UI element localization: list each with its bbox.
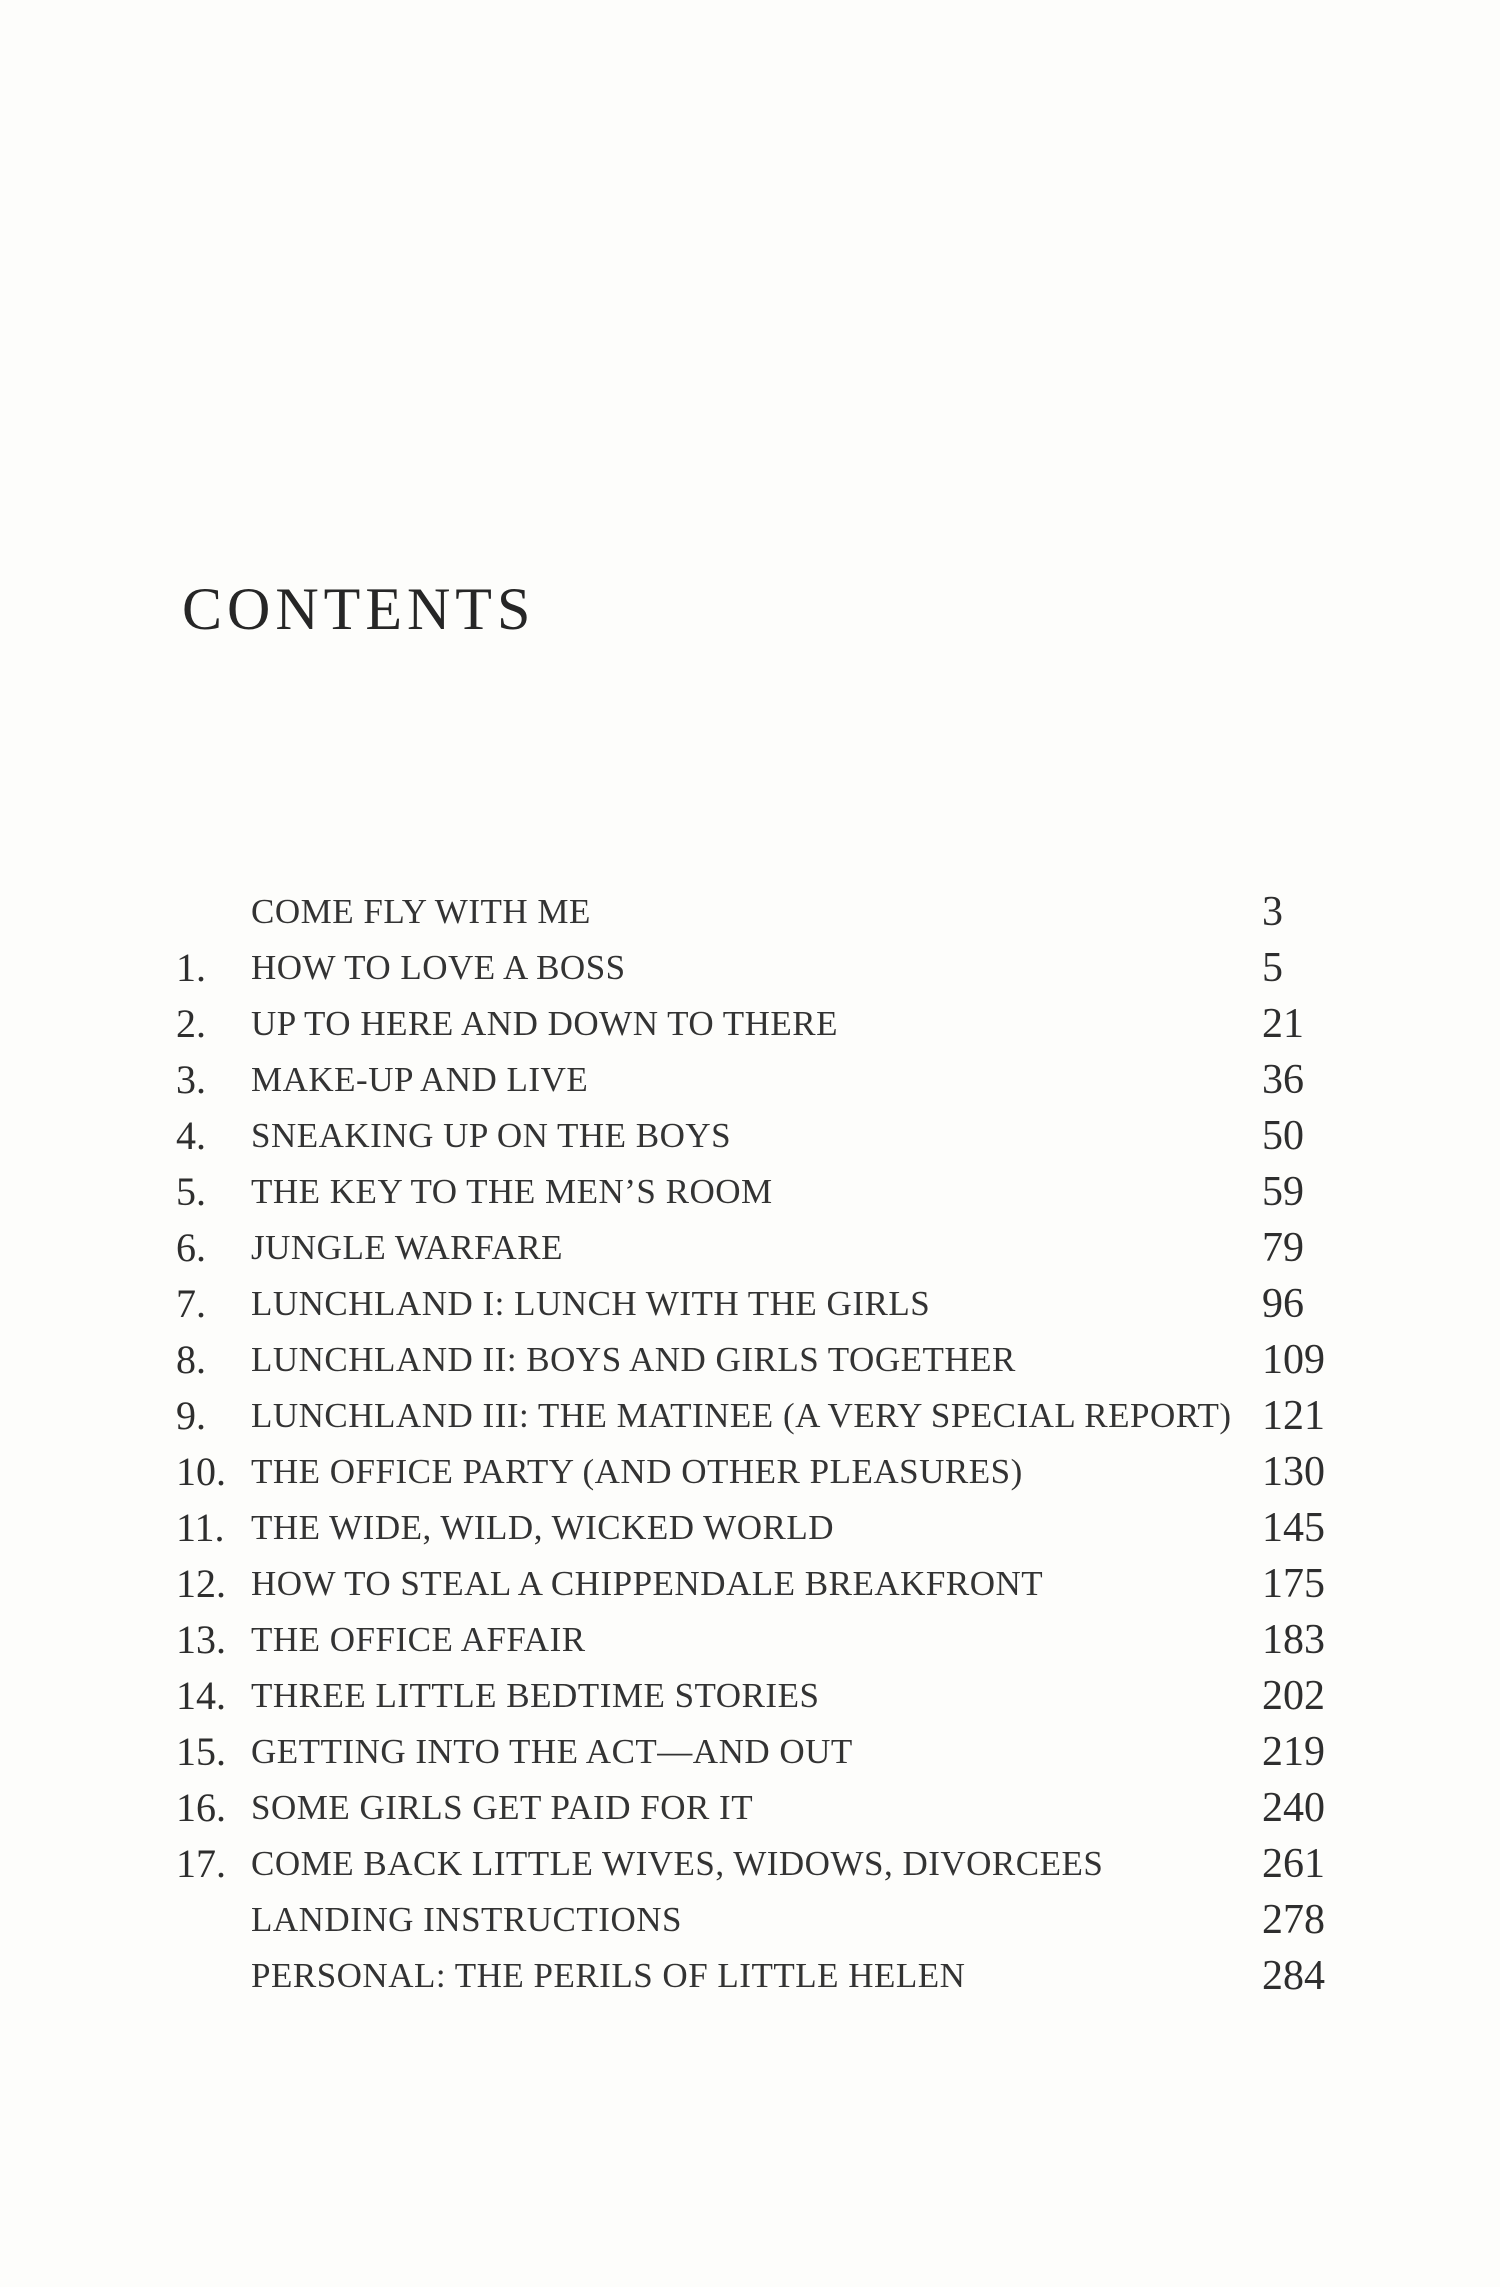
toc-row-18 — [0, 1836, 1500, 1892]
page-number: 109 — [1262, 1337, 1325, 1383]
chapter-title: HOW TO LOVE A BOSS — [251, 948, 626, 987]
chapter-title: LUNCHLAND I: LUNCH WITH THE GIRLS — [251, 1284, 931, 1323]
page-number: 96 — [1262, 1281, 1304, 1327]
toc-row-12 — [0, 1500, 1500, 1556]
chapter-title: LUNCHLAND III: THE MATINEE (A VERY SPECIAL REPORT) — [251, 1396, 1232, 1435]
page-number: 175 — [1262, 1561, 1325, 1607]
page-title: CONTENTS — [182, 576, 536, 642]
toc-row-15 — [0, 1668, 1500, 1724]
chapter-title: UP TO HERE AND DOWN TO THERE — [251, 1004, 838, 1043]
chapter-title: HOW TO STEAL A CHIPPENDALE BREAKFRONT — [251, 1564, 1044, 1603]
toc-row-20 — [0, 1948, 1500, 2004]
chapter-title: THE WIDE, WILD, WICKED WORLD — [251, 1508, 834, 1547]
chapter-number: 1. — [176, 945, 206, 990]
toc-row-9 — [0, 1332, 1500, 1388]
chapter-title: THE OFFICE PARTY (AND OTHER PLEASURES) — [251, 1452, 1023, 1491]
chapter-number: 12. — [176, 1561, 226, 1606]
chapter-number: 13. — [176, 1617, 226, 1662]
chapter-number: 17. — [176, 1841, 226, 1886]
toc-row-6 — [0, 1164, 1500, 1220]
toc-row-7 — [0, 1220, 1500, 1276]
toc-row-19 — [0, 1892, 1500, 1948]
page-number: 284 — [1262, 1953, 1325, 1999]
page-number: 130 — [1262, 1449, 1325, 1495]
chapter-title: THREE LITTLE BEDTIME STORIES — [251, 1676, 820, 1715]
toc-row-2 — [0, 940, 1500, 996]
page-number: 261 — [1262, 1841, 1325, 1887]
chapter-title: COME FLY WITH ME — [251, 892, 591, 931]
toc-row-13 — [0, 1556, 1500, 1612]
chapter-number: 8. — [176, 1337, 206, 1382]
chapter-title: SOME GIRLS GET PAID FOR IT — [251, 1788, 754, 1827]
chapter-title: THE KEY TO THE MEN’S ROOM — [251, 1172, 773, 1211]
toc-row-16 — [0, 1724, 1500, 1780]
page-number: 145 — [1262, 1505, 1325, 1551]
toc-row-17 — [0, 1780, 1500, 1836]
toc-row-11 — [0, 1444, 1500, 1500]
chapter-number: 16. — [176, 1785, 226, 1830]
page-number: 36 — [1262, 1057, 1304, 1103]
chapter-title: PERSONAL: THE PERILS OF LITTLE HELEN — [251, 1956, 966, 1995]
page-number: 50 — [1262, 1113, 1304, 1159]
page-number: 5 — [1262, 945, 1283, 991]
toc-row-10 — [0, 1388, 1500, 1444]
toc-row-1 — [0, 884, 1500, 940]
chapter-title: LUNCHLAND II: BOYS AND GIRLS TOGETHER — [251, 1340, 1016, 1379]
chapter-title: JUNGLE WARFARE — [251, 1228, 563, 1267]
page-number: 219 — [1262, 1729, 1325, 1775]
page-number: 79 — [1262, 1225, 1304, 1271]
page-number: 278 — [1262, 1897, 1325, 1943]
chapter-title: MAKE-UP AND LIVE — [251, 1060, 589, 1099]
page-number: 3 — [1262, 889, 1283, 935]
chapter-number: 10. — [176, 1449, 226, 1494]
page-number: 240 — [1262, 1785, 1325, 1831]
chapter-number: 15. — [176, 1729, 226, 1774]
page-number: 202 — [1262, 1673, 1325, 1719]
chapter-number: 14. — [176, 1673, 226, 1718]
chapter-title: GETTING INTO THE ACT—AND OUT — [251, 1732, 853, 1771]
chapter-number: 7. — [176, 1281, 206, 1326]
chapter-number: 9. — [176, 1393, 206, 1438]
chapter-number: 2. — [176, 1001, 206, 1046]
chapter-number: 6. — [176, 1225, 206, 1270]
page-number: 183 — [1262, 1617, 1325, 1663]
toc-row-3 — [0, 996, 1500, 1052]
chapter-number: 4. — [176, 1113, 206, 1158]
toc-row-4 — [0, 1052, 1500, 1108]
toc-row-5 — [0, 1108, 1500, 1164]
chapter-number: 11. — [176, 1505, 225, 1550]
chapter-title: COME BACK LITTLE WIVES, WIDOWS, DIVORCEES — [251, 1844, 1104, 1883]
chapter-number: 5. — [176, 1169, 206, 1214]
chapter-number: 3. — [176, 1057, 206, 1102]
toc-row-14 — [0, 1612, 1500, 1668]
chapter-title: SNEAKING UP ON THE BOYS — [251, 1116, 732, 1155]
toc-row-8 — [0, 1276, 1500, 1332]
chapter-title: THE OFFICE AFFAIR — [251, 1620, 586, 1659]
page-number: 121 — [1262, 1393, 1325, 1439]
page-number: 59 — [1262, 1169, 1304, 1215]
table-of-contents — [0, 884, 1500, 2004]
page-number: 21 — [1262, 1001, 1304, 1047]
chapter-title: LANDING INSTRUCTIONS — [251, 1900, 682, 1939]
